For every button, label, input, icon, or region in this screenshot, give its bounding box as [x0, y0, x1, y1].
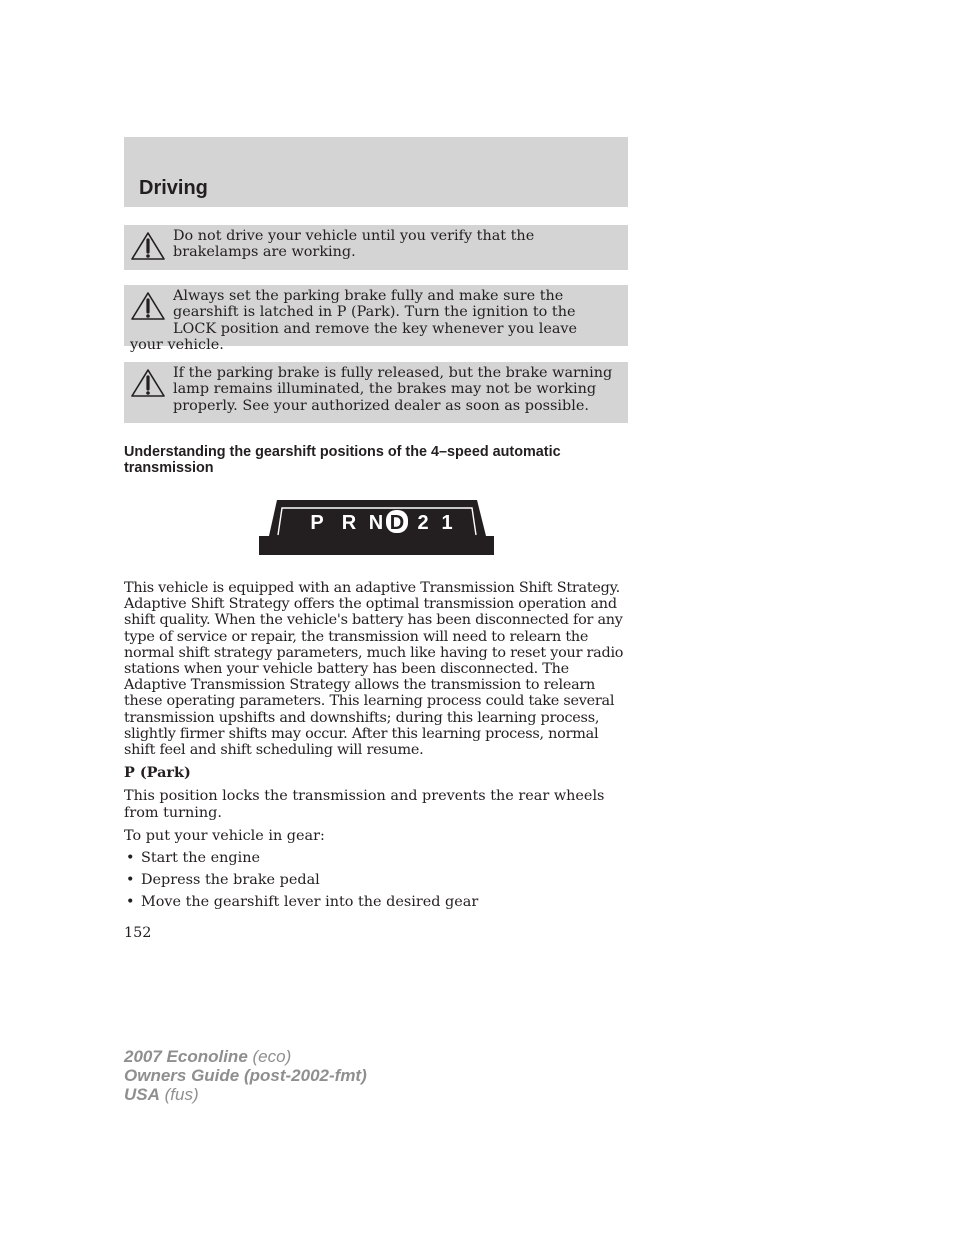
warning-text: If the parking brake is fully released, but the brake warning lamp remains illuminated, the brakes may not be working properly. See your authorized dealer as soon as possible.	[173, 365, 613, 414]
list-item-text: Depress the brake pedal	[141, 872, 320, 889]
footer-model: 2007 Econoline	[124, 1047, 248, 1066]
steps-list	[124, 850, 628, 911]
warning-triangle-icon	[130, 291, 166, 321]
footer-line-model	[124, 1047, 367, 1066]
footer-region-code: (fus)	[164, 1085, 199, 1104]
paragraph-adaptive-strategy: This vehicle is equipped with an adaptive Transmission Shift Strategy. Adaptive Shift Strategy offers the optimal transmission operation and shift quality. When the vehicle's battery has been disconnected for any type of service or repair, the transmission will need to relearn the normal shift strategy parameters, much like having to reset your radio stations when your vehicle battery has been disconnected. The Adaptive Transmission Strategy allows the transmission to relearn these operating parameters. This learning process could take several transmission upshifts and downshifts; during this learning process, slightly firmer shifts may occur. After this learning process, normal shift feel and shift scheduling will resume.	[124, 580, 624, 759]
warning-triangle-icon	[130, 368, 166, 398]
list-item-text: Move the gearshift lever into the desired gear	[141, 894, 479, 911]
warning-box	[124, 362, 628, 423]
gear-position-r: R	[341, 512, 357, 534]
bullet-icon: •	[126, 872, 135, 889]
footer-model-code: (eco)	[252, 1047, 292, 1066]
list-item	[124, 850, 628, 866]
gear-position-n: N	[368, 512, 384, 534]
footer-line-guide	[124, 1066, 367, 1085]
body-copy	[124, 580, 628, 911]
gear-position-indicator	[259, 500, 495, 560]
gear-position-d: D	[389, 512, 405, 534]
footer-region: USA	[124, 1085, 160, 1104]
subheading-park: P (Park)	[124, 764, 191, 782]
page-number: 152	[124, 925, 152, 941]
list-item-text: Start the engine	[141, 850, 260, 867]
bullet-icon: •	[126, 894, 135, 911]
gear-position-2: 2	[417, 512, 429, 534]
warning-box	[124, 285, 628, 354]
footer-guide: Owners Guide (post-2002-fmt)	[124, 1066, 367, 1085]
warning-box	[124, 225, 628, 270]
list-item	[124, 872, 628, 888]
section-heading: Understanding the gearshift positions of the 4–speed automatic transmission	[124, 444, 561, 476]
warning-text: Always set the parking brake fully and make sure the gearshift is latched in P (Park). Turn the ignition to the LOCK position and remove the key whenever you leave your vehicle.	[130, 288, 578, 354]
bullet-icon: •	[126, 850, 135, 867]
document-footer	[124, 1047, 367, 1104]
gear-position-1: 1	[441, 512, 453, 534]
chapter-header	[124, 137, 628, 207]
warning-text: Do not drive your vehicle until you verify that the brakelamps are working.	[173, 228, 535, 261]
paragraph-gear-intro: To put your vehicle in gear:	[124, 827, 325, 844]
paragraph-park: This position locks the transmission and prevents the rear wheels from turning.	[124, 788, 605, 821]
gear-position-p: P	[310, 512, 324, 534]
footer-line-region	[124, 1085, 367, 1104]
chapter-title: Driving	[139, 177, 208, 199]
warning-triangle-icon	[130, 231, 166, 261]
list-item	[124, 894, 628, 910]
